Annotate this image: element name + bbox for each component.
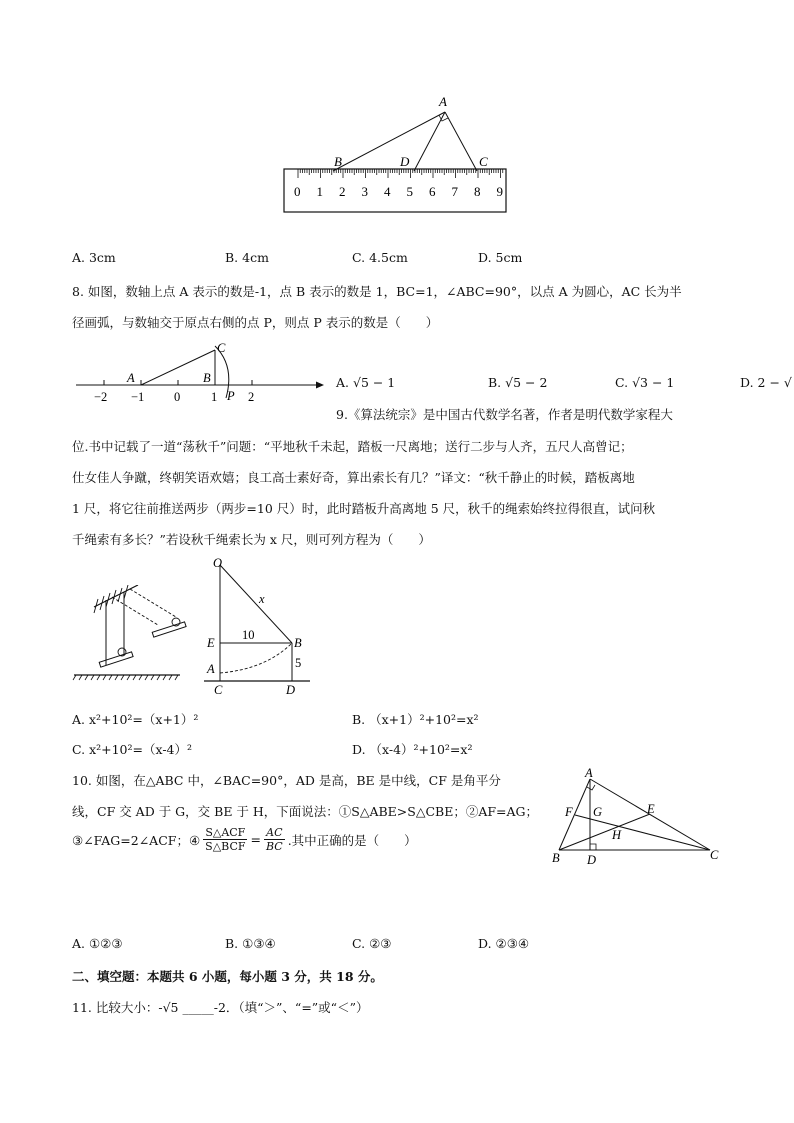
q10-text-line-1: 10. 如图，在△ABC 中，∠BAC=90°，AD 是高，BE 是中线，CF 是角平分 xyxy=(72,773,501,788)
point-label-B: B xyxy=(203,371,211,385)
q8-option-b: B. √5 − 2 xyxy=(488,375,548,390)
q8-option-c: C. √3 − 1 xyxy=(615,375,675,390)
triangle-abc-figure xyxy=(545,765,725,870)
point-label-A: A xyxy=(127,371,135,385)
fraction-numerator: S△ACF xyxy=(205,826,246,839)
q10-option-d: D. ②③④ xyxy=(478,936,530,951)
q8-option-a: A. √5 − 1 xyxy=(336,375,396,390)
point-label-A: A xyxy=(207,662,215,676)
point-label-B: B xyxy=(552,851,560,865)
point-label-E: E xyxy=(647,802,655,816)
point-label-D: D xyxy=(400,154,410,169)
point-label-B: B xyxy=(294,636,302,650)
q9-text-line-2: 位.书中记载了一道“荡秋千”问题：“平地秋千未起，踏板一尺离地；送行二步与人齐，五尺人高曾记； xyxy=(72,439,633,454)
q10-line-3-start: ③∠FAG=2∠ACF；④ xyxy=(72,832,201,848)
point-label-C: C xyxy=(710,848,719,862)
ruler-tick-label: 6 xyxy=(429,184,436,199)
q8-option-d: D. 2 − √ xyxy=(740,375,792,390)
swing-illustration xyxy=(72,585,187,685)
q10-option-c: C. ②③ xyxy=(352,936,392,951)
point-label-A: A xyxy=(439,94,447,109)
ruler-tick-label: 7 xyxy=(451,184,458,199)
q8-text-line-1: 8. 如图，数轴上点 A 表示的数是-1，点 B 表示的数是 1，BC=1，∠ABC=90°，以点 A 为圆心，AC 长为半 xyxy=(72,284,682,299)
point-label-A: A xyxy=(585,766,593,780)
fraction-numerator: AC xyxy=(266,826,283,839)
q10-option-b: B. ①③④ xyxy=(225,936,276,951)
q9-option-b: B. （x+1）²+10²=x² xyxy=(352,712,479,727)
ruler-tick-label: 3 xyxy=(361,184,368,199)
point-label-D: D xyxy=(587,853,597,867)
point-label-B: B xyxy=(334,154,342,169)
ruler-tick-label: 5 xyxy=(406,184,413,199)
point-label-D: D xyxy=(286,683,296,697)
ruler-tick-label: 0 xyxy=(294,184,301,199)
q9-text-line-3: 仕女佳人争蹴，终朝笑语欢嬉；良工高士素好奇，算出索长有几？”译文：“秋千静止的时候，踏板离地 xyxy=(72,470,635,485)
q10-line-3-end: .其中正确的是（ ） xyxy=(287,832,417,848)
ruler-triangle-figure xyxy=(270,92,520,218)
ruler-tick-label: 8 xyxy=(474,184,481,199)
q7-option-b: B. 4cm xyxy=(225,250,269,265)
q7-option-c: C. 4.5cm xyxy=(352,250,408,265)
number-line-figure xyxy=(72,338,332,408)
q10-text-line-2: 线，CF 交 AD 于 G，交 BE 于 H，下面说法：①S△ABE>S△CBE；②AF=AG； xyxy=(72,804,539,819)
fraction-denominator: S△BCF xyxy=(205,840,246,853)
number-tick-label: −1 xyxy=(131,390,145,404)
point-label-O: O xyxy=(213,556,223,570)
section-2-heading: 二、填空题：本题共 6 小题，每小题 3 分，共 18 分。 xyxy=(72,969,383,984)
q10-text-line-3 xyxy=(72,826,417,853)
length-label-5: 5 xyxy=(295,656,302,670)
q9-option-c: C. x²+10²=（x-4）² xyxy=(72,742,193,757)
point-label-G: G xyxy=(593,805,603,819)
number-tick-label: 0 xyxy=(174,390,181,404)
q9-text-line-4: 1 尺，将它往前推送两步（两步=10 尺）时，此时踏板升高离地 5 尺，秋千的绳索始终拉得很直，试问秋 xyxy=(72,501,656,516)
point-label-C: C xyxy=(214,683,223,697)
q8-text-line-2: 径画弧，与数轴交于原点右侧的点 P，则点 P 表示的数是（ ） xyxy=(72,315,439,330)
point-label-H: H xyxy=(612,828,622,842)
point-label-P: P xyxy=(227,389,235,403)
q10-option-a: A. ①②③ xyxy=(72,936,123,951)
number-tick-label: 2 xyxy=(248,390,255,404)
q9-option-a: A. x²+10²=（x+1）² xyxy=(72,712,199,727)
ruler-tick-label: 1 xyxy=(316,184,323,199)
point-label-F: F xyxy=(565,805,573,819)
q11-text: 11. 比较大小：-√5 _____-2．（填“＞”、“=”或“＜”） xyxy=(72,1000,369,1015)
length-label-10: 10 xyxy=(242,628,255,642)
q9-text-line-1: 9.《算法统宗》是中国古代数学名著，作者是明代数学家程大 xyxy=(336,407,673,422)
point-label-C: C xyxy=(479,154,488,169)
fraction-denominator: BC xyxy=(265,840,283,853)
ruler-tick-label: 9 xyxy=(496,184,503,199)
swing-geometry-figure xyxy=(200,555,320,700)
point-label-C: C xyxy=(217,341,226,355)
area-ratio-fraction xyxy=(203,826,247,853)
ruler-tick-label: 2 xyxy=(339,184,346,199)
q7-option-d: D. 5cm xyxy=(478,250,523,265)
q9-option-d: D. （x-4）²+10²=x² xyxy=(352,742,473,757)
rope-label-x: x xyxy=(259,592,265,606)
side-ratio-fraction xyxy=(264,826,285,853)
q9-text-line-5: 千绳索有多长？”若设秋千绳索长为 x 尺，则可列方程为（ ） xyxy=(72,532,431,547)
equals-sign: = xyxy=(250,832,261,847)
number-tick-label: 1 xyxy=(211,390,218,404)
number-tick-label: −2 xyxy=(94,390,108,404)
q7-option-a: A. 3cm xyxy=(72,250,116,265)
ruler-tick-label: 4 xyxy=(384,184,391,199)
point-label-E: E xyxy=(207,636,215,650)
